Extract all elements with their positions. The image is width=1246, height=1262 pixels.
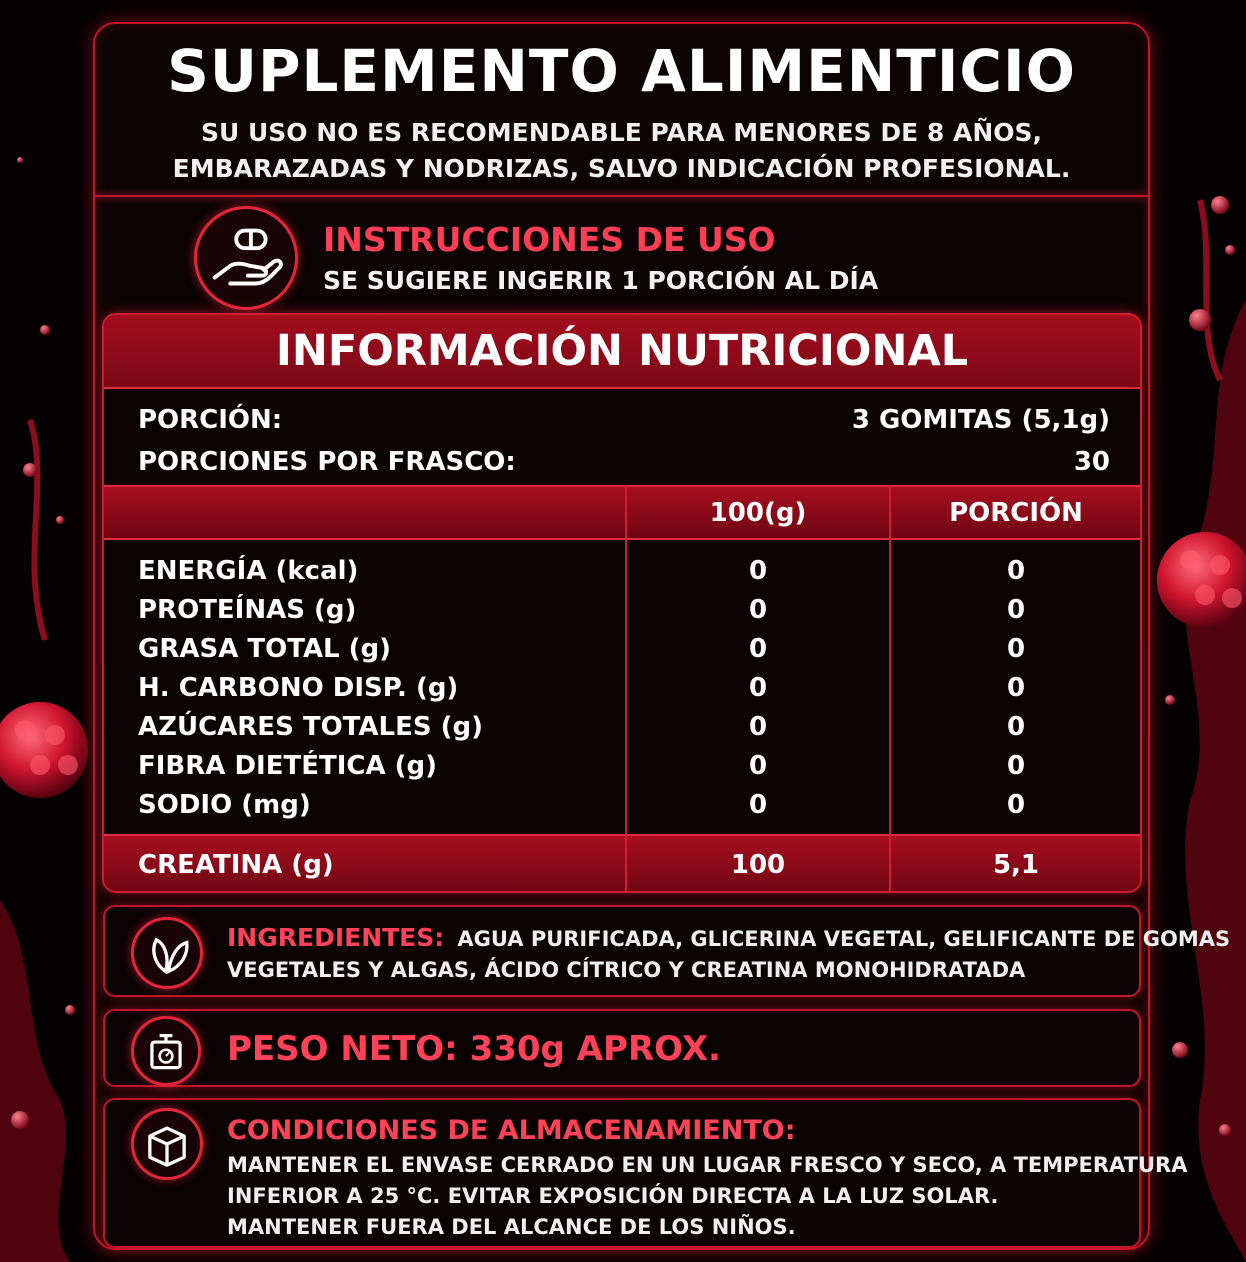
nutrient-per100: 0: [748, 751, 768, 781]
nutrient-per100: 0: [748, 556, 768, 586]
nutrient-label: PROTEÍNAS (g): [138, 595, 357, 625]
nutrient-label: H. CARBONO DISP. (g): [138, 673, 459, 703]
storage-line-2: INFERIOR A 25 °C. EVITAR EXPOSICIÓN DIRECTA A LA LUZ SOLAR.: [227, 1184, 999, 1208]
servings-per-bottle-label: PORCIONES POR FRASCO:: [138, 447, 516, 477]
nutrient-label: ENERGÍA (kcal): [138, 556, 359, 586]
storage-line-3: MANTENER FUERA DEL ALCANCE DE LOS NIÑOS.: [227, 1215, 796, 1239]
nutrient-portion: 0: [1006, 634, 1026, 664]
page-title: SUPLEMENTO ALIMENTICIO: [167, 37, 1076, 105]
storage-title: CONDICIONES DE ALMACENAMIENTO:: [227, 1115, 796, 1146]
warning-line-2: EMBARAZADAS Y NODRIZAS, SALVO INDICACIÓN PROFESIONAL.: [172, 154, 1071, 183]
nutrient-portion: 0: [1006, 751, 1026, 781]
net-weight-box: [103, 1009, 1141, 1087]
nutrient-portion: 0: [1006, 673, 1026, 703]
nutrient-per100: 0: [748, 595, 768, 625]
instructions-text: SE SUGIERE INGERIR 1 PORCIÓN AL DÍA: [323, 266, 879, 295]
ingredients-line-2: VEGETALES Y ALGAS, ÁCIDO CÍTRICO Y CREATINA MONOHIDRATADA: [227, 958, 1026, 982]
nutrient-label: SODIO (mg): [138, 790, 311, 820]
age-warning: [93, 115, 1150, 187]
hand-capsule-icon: [194, 206, 298, 310]
ingredients-line-1: AGUA PURIFICADA, GLICERINA VEGETAL, GELIFICANTE DE GOMAS: [457, 927, 1231, 951]
creatine-per100: 100: [730, 850, 786, 880]
nutrient-portion: 0: [1006, 790, 1026, 820]
leaf-icon: [131, 917, 203, 989]
raspberry-left-icon: [0, 702, 88, 798]
nutrient-portion: 0: [1006, 556, 1026, 586]
header-divider: [95, 195, 1148, 197]
nutrition-title: INFORMACIÓN NUTRICIONAL: [104, 315, 1140, 389]
nutrient-portion: 0: [1006, 595, 1026, 625]
scale-icon: [131, 1016, 201, 1086]
storage-text: [227, 1150, 1187, 1243]
nutrient-portion: 0: [1006, 712, 1026, 742]
box-icon: [131, 1108, 203, 1180]
nutrient-per100: 0: [748, 673, 768, 703]
creatine-label: CREATINA (g): [138, 850, 334, 880]
storage-line-1: MANTENER EL ENVASE CERRADO EN UN LUGAR FRESCO Y SECO, A TEMPERATURA: [227, 1153, 1188, 1177]
nutrition-table: [102, 313, 1142, 893]
ingredients-title: INGREDIENTES:: [227, 923, 445, 952]
column-divider: [625, 485, 627, 893]
col-header-100g: 100(g): [709, 498, 807, 528]
instructions-title: INSTRUCCIONES DE USO: [323, 220, 776, 259]
warning-line-1: SU USO NO ES RECOMENDABLE PARA MENORES DE 8 AÑOS,: [200, 118, 1043, 147]
serving-value: 3 GOMITAS (5,1g): [851, 405, 1110, 435]
serving-label: PORCIÓN:: [138, 405, 283, 435]
nutrient-per100: 0: [748, 712, 768, 742]
column-divider: [889, 485, 891, 893]
nutrient-label: FIBRA DIETÉTICA (g): [138, 751, 437, 781]
net-weight-text: PESO NETO: 330g APROX.: [227, 1029, 721, 1069]
nutrient-label: AZÚCARES TOTALES (g): [138, 712, 484, 742]
storage-box: [103, 1098, 1188, 1248]
creatine-portion: 5,1: [992, 850, 1040, 880]
servings-per-bottle-value: 30: [1073, 447, 1110, 477]
raspberry-right-icon: [1157, 532, 1246, 628]
ingredients-box: [103, 905, 1231, 997]
nutrient-label: GRASA TOTAL (g): [138, 634, 392, 664]
nutrient-per100: 0: [748, 634, 768, 664]
col-header-portion: PORCIÓN: [949, 498, 1083, 528]
nutrient-per100: 0: [748, 790, 768, 820]
